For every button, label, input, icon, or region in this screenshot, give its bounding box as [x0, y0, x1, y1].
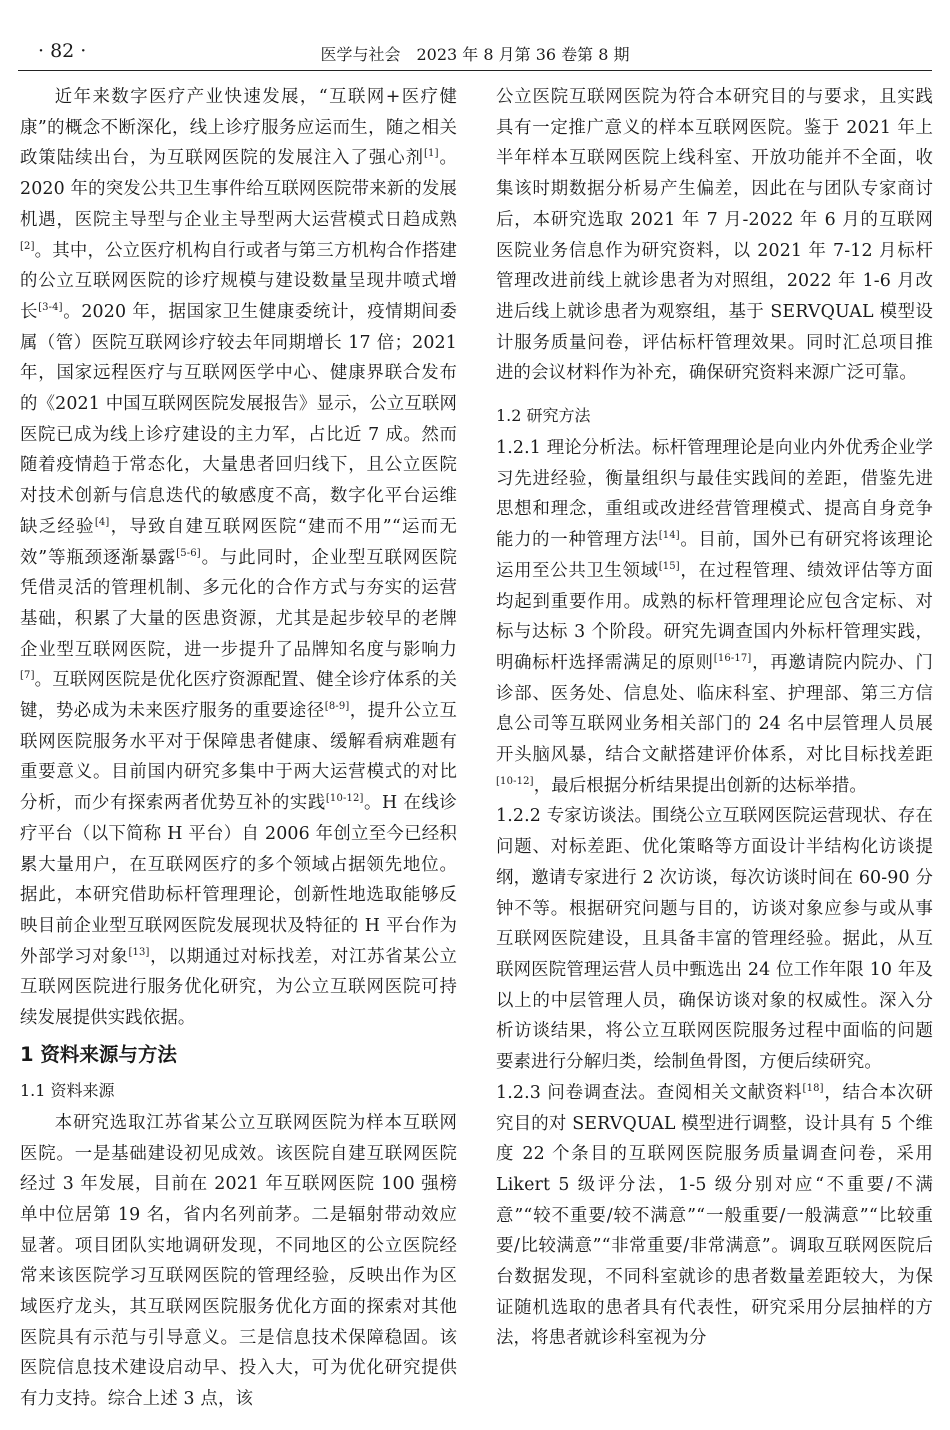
section-1-heading: 1 资料来源与方法 — [20, 1042, 177, 1066]
right-column — [496, 82, 933, 1354]
citation-ref: [2] — [20, 240, 35, 252]
citation-ref: [13] — [128, 946, 150, 958]
left-column — [20, 82, 457, 1415]
citation-ref: [10-12] — [325, 793, 364, 805]
method-1-2-3-paragraph — [496, 1078, 933, 1354]
text-run: 。目前，国外已有研究将该理论运用至公共卫生领域 — [496, 530, 933, 581]
method-1-2-1-paragraph — [496, 433, 933, 801]
text-run: 。H 在线诊疗平台（以下简称 H 平台）自 2006 年创立至今已经积累大量用户，在互联网医疗的多个领域占据领先地位。据此，本研究借助标杆管理理论，创新性地选取能够反映目前企业型互联网医院发展现状及特征的 H 平台作为外部学习对象 — [20, 793, 457, 967]
citation-ref: [1] — [424, 148, 439, 160]
intro-paragraph — [20, 82, 457, 1034]
text-run: ，以期通过对标找差，对江苏省某公立互联网医院进行服务优化研究，为公立互联网医院可持续发展提供实践依据。 — [20, 946, 457, 1029]
text-run: 。2020 年，据国家卫生健康委统计，疫情期间委属（管）医院互联网诊疗较去年同期增长 17 倍；2021 年，国家远程医疗与互联网医学中心、健康界联合发布的《2021 中国互联网医院发展报告》显示，公立互联网医院已成为线上诊疗建设的主力军，占比近 7 成。然而随着疫情趋于常态化，大量患者回归线下，且公立医院对技术创新与信息迭代的敏感度不高，数字化平台运维缺乏经验 — [20, 301, 458, 537]
method-1-2-2-paragraph — [496, 801, 933, 1077]
text-run: 公立医院互联网医院为符合本研究目的与要求，且实践具有一定推广意义的样本互联网医院。鉴于 2021 年上半年样本互联网医院上线科室、开放功能并不全面，收集该时期数据分析易产生偏差，因此在与团队专家商讨后，本研究选取 2021 年 7 月-2022 年 6 月的互联网医院业务信息作为研究资料，以 2021 年 7-12 月标杆管理改进前线上就诊患者为对照组，2022 年 1-6 月改进后线上就诊患者为观察组，基于 SERVQUAL 模型设计服务质量问卷，评估标杆管理效果。同时汇总项目推进的会议材料作为补充，确保研究资料来源广泛可靠。 — [496, 87, 933, 384]
citation-ref: [16-17] — [713, 652, 752, 664]
citation-ref: [4] — [94, 516, 110, 528]
data-source-paragraph-continued — [496, 82, 933, 389]
text-run: ，在过程管理、绩效评估等方面均起到重要作用。成熟的标杆管理理论应包含定标、对标与达标 3 个阶段。研究先调查国内外标杆管理实践，明确标杆选择需满足的原则 — [496, 560, 933, 673]
data-source-paragraph — [20, 1108, 457, 1415]
text-run: ，提升公立互联网医院服务水平对于保障患者健康、缓解看病难题有重要意义。目前国内研究多集中于两大运营模式的对比分析，而少有探索两者优势互补的实践 — [20, 701, 457, 814]
text-run: 。其中，公立医疗机构自行或者与第三方机构合作搭建的公立互联网医院的诊疗规模与建设数量呈现井喷式增长 — [20, 240, 457, 322]
running-header — [18, 40, 932, 71]
text-run: ，最后根据分析结果提出创新的达标举措。 — [533, 775, 867, 796]
citation-ref: [3-4] — [38, 301, 63, 313]
citation-ref: [15] — [658, 560, 680, 572]
text-run: ，导致自建互联网医院“建而不用”“运而无效”等瓶颈逐渐暴露 — [20, 516, 457, 568]
text-run: ，结合本次研究目的对 SERVQUAL 模型进行调整，设计具有 5 个维度 22 个条目的互联网医院服务质量调查问卷，采用 Likert 5 级评分法，1-5 级分别对应“不重要/不满意”“较不重要/较不满意”“一般重要/一般满意”“比较重要/比较满意”“非常重要/非常满意”。调取互联网医院后台数据发现，不同科室就诊的患者数量差距较大，为保证随机选取的患者具有代表性，研究采用分层抽样的方法，将患者就诊科室视为分 — [496, 1082, 934, 1349]
citation-ref: [14] — [658, 530, 680, 542]
text-run: 1.2.1 理论分析法。标杆管理理论是向业内外优秀企业学习先进经验，衡量组织与最佳实践间的差距，借鉴先进思想和理念，重组或改进经营管理模式、提高自身竞争能力的一种管理方法 — [496, 438, 933, 551]
subsection-1-1-heading: 1.1 资料来源 — [20, 1080, 115, 1100]
citation-ref: [7] — [20, 670, 35, 682]
citation-ref: [5-6] — [176, 547, 201, 559]
citation-ref: [8-9] — [324, 701, 350, 713]
citation-ref: [10-12] — [496, 775, 534, 787]
text-run: 。互联网医院是优化医疗资源配置、健全诊疗体系的关键，势必成为未来医疗服务的重要途径 — [20, 670, 457, 722]
page-number: · 82 · — [38, 40, 87, 62]
text-run: 1.2.2 专家访谈法。围绕公立互联网医院运营现状、存在问题、对标差距、优化策略等方面设计半结构化访谈提纲，邀请专家进行 2 次访谈，每次访谈时间在 60-90 分钟不等。根据研究问题与目的，访谈对象应参与或从事互联网医院建设，且具备丰富的管理经验。据此，从互联网医院管理运营人员中甄选出 24 位工作年限 10 年及以上的中层管理人员，确保访谈对象的权威性。深入分析访谈结果，将公立互联网医院服务过程中面临的问题要素进行分解归类，绘制鱼骨图，方便后续研究。 — [496, 806, 933, 1073]
text-run: 本研究选取江苏省某公立互联网医院为样本互联网医院。一是基础建设初见成效。该医院自建互联网医院经过 3 年发展，目前在 2021 年互联网医院 100 强榜单中位居第 19 名，省内名列前茅。二是辐射带动效应显著。项目团队实地调研发现，不同地区的公立医院经常来该医院学习互联网医院的管理经验，反映出作为区域医疗龙头，其互联网医院服务优化方面的探索对其他医院具有示范与引导意义。三是信息技术保障稳固。该医院信息技术建设启动早、投入大，可为优化研究提供有力支持。综合上述 3 点，该 — [20, 1112, 457, 1410]
text-run: 。与此同时，企业型互联网医院凭借灵活的管理机制、多元化的合作方式与夯实的运营基础，积累了大量的医患资源，尤其是起步较早的老牌企业型互联网医院，进一步提升了品牌知名度与影响力 — [20, 547, 457, 660]
subsection-1-2-heading: 1.2 研究方法 — [496, 406, 591, 426]
text-run: 1.2.3 问卷调查法。查阅相关文献资料 — [496, 1082, 803, 1103]
text-run: ，再邀请院内院办、门诊部、医务处、信息处、临床科室、护理部、第三方信息公司等互联网业务相关部门的 24 名中层管理人员展开头脑风暴，结合文献搭建评价体系，对比目标找差距 — [496, 652, 933, 766]
journal-citation: 医学与社会 2023 年 8 月第 36 卷第 8 期 — [320, 45, 630, 64]
text-run: 近年来数字医疗产业快速发展，“互联网+医疗健康”的概念不断深化，线上诊疗服务应运而生，随之相关政策陆续出台，为互联网医院的发展注入了强心剂 — [20, 87, 457, 169]
citation-ref: [18] — [802, 1082, 824, 1094]
text-run: 。2020 年的突发公共卫生事件给互联网医院带来新的发展机遇，医院主导型与企业主导型两大运营模式日趋成熟 — [20, 148, 457, 230]
